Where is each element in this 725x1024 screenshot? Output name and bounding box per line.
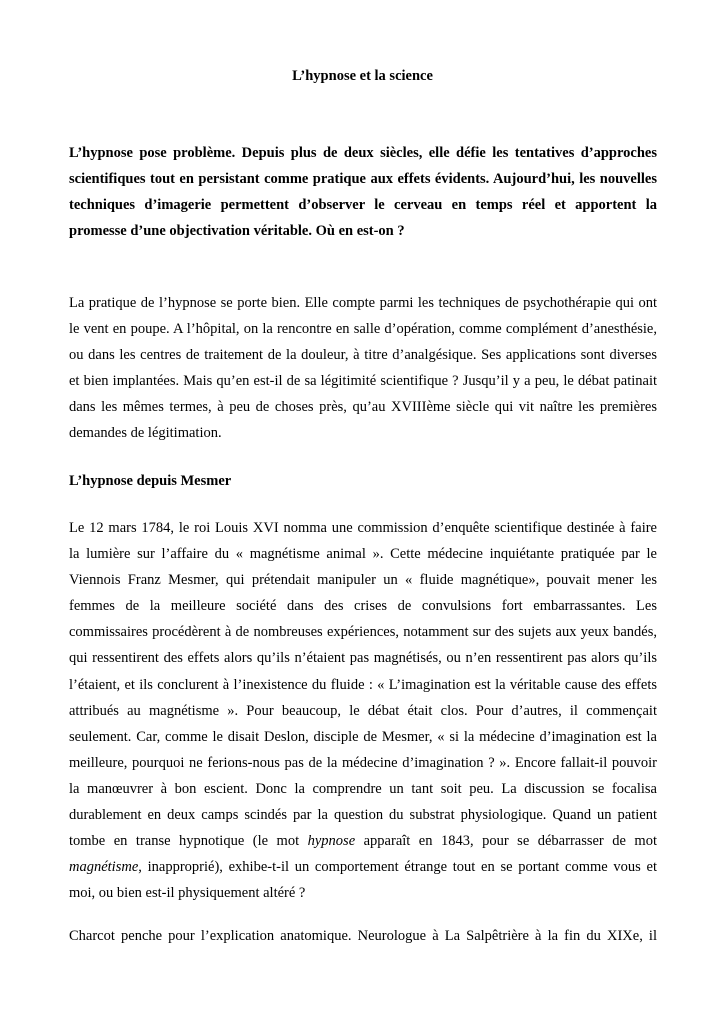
line-text: tombe en transe hypnotique (le mot xyxy=(69,833,308,850)
paragraph-line: Le 12 mars 1784, le roi Louis XVI nomma une commission d’enquête scientifique destinée à faire xyxy=(69,520,657,536)
italic-term: magnétisme xyxy=(69,859,139,876)
body-paragraph-2 xyxy=(69,515,657,906)
paragraph-line: dans les mêmes termes, à peu de choses près, qu’au XVIIIème siècle qui vit naître les premières xyxy=(69,399,657,416)
paragraph-line xyxy=(69,828,657,854)
lead-line: scientifiques tout en persistant comme pratique aux effets évidents. Aujourd’hui, les nouvelles xyxy=(69,171,657,188)
paragraph-line: moi, ou bien est-il physiquement altéré ? xyxy=(69,885,306,902)
italic-term: hypnose xyxy=(307,833,356,850)
document-title: L’hypnose et la science xyxy=(292,68,433,84)
line-text: , inapproprié), exhibe-t-il un comportement étrange tout en se portant comme vous et xyxy=(138,859,657,876)
lead-paragraph xyxy=(69,140,657,244)
lead-line: promesse d’une objectivation véritable. Où en est-on ? xyxy=(69,223,405,240)
paragraph-line: qui ressentirent des effets alors qu’ils n’étaient pas magnétisés, ou n’en ressentirent pas alors qu’ils xyxy=(69,650,657,667)
paragraph-line: la manœuvrer à bon escient. Donc la comprendre un tant soit peu. La discussion se focalisa xyxy=(69,780,657,797)
paragraph-line: commissaires procédèrent à de nombreuses expériences, notamment sur des sujets aux yeux bandés, xyxy=(69,624,657,641)
paragraph-line xyxy=(69,854,657,880)
paragraph-line: meilleure, pourquoi ne ferions-nous pas de la médecine d’imagination ? ». Encore fallait-il pouvoir xyxy=(69,754,657,771)
paragraph-line: La pratique de l’hypnose se porte bien. Elle compte parmi les techniques de psychothérapie qui ont xyxy=(69,295,657,311)
paragraph-line: Viennois Franz Mesmer, qui prétendait manipuler un « fluide magnétique», pouvait mener les xyxy=(69,572,657,589)
paragraph-line: le vent en poupe. A l’hôpital, on la rencontre en salle d’opération, comme complément d’anesthésie, xyxy=(69,321,657,338)
section-heading: L’hypnose depuis Mesmer xyxy=(69,473,232,489)
paragraph-line: et bien implantées. Mais qu’en est-il de sa légitimité scientifique ? Jusqu’il y a peu, le débat patinait xyxy=(69,373,657,390)
paragraph-line: l’étaient, et ils conclurent à l’inexistence du fluide : « L’imagination est la véritable cause des effets xyxy=(69,676,657,693)
line-text: apparaît en 1843, pour se débarrasser de mot xyxy=(355,833,657,850)
paragraph-line: la lumière sur l’affaire du « magnétisme animal ». Cette médecine inquiétante pratiquée par le xyxy=(69,546,657,563)
lead-line: techniques d’imagerie permettent d’observer le cerveau en temps réel et apportent la xyxy=(69,197,657,214)
paragraph-line: seulement. Car, comme le disait Deslon, disciple de Mesmer, « si la médecine d’imagination est la xyxy=(69,728,657,745)
body-paragraph-1 xyxy=(69,290,657,447)
paragraph-line: attribués au magnétisme ». Pour beaucoup, le débat était clos. Pour d’autres, il commençait xyxy=(69,702,657,719)
body-paragraph-3 xyxy=(69,923,657,949)
paragraph-line: demandes de légitimation. xyxy=(69,425,222,442)
paragraph-line: Charcot penche pour l’explication anatomique. Neurologue à La Salpêtrière à la fin du XIXe, il xyxy=(69,928,657,944)
lead-line: L’hypnose pose problème. Depuis plus de deux siècles, elle défie les tentatives d’approches xyxy=(69,145,657,161)
paragraph-line: ou dans les centres de traitement de la douleur, à titre d’analgésique. Ses applications sont diverses xyxy=(69,347,657,364)
paragraph-line: femmes de la meilleure société dans des crises de convulsions fort embarrassantes. Les xyxy=(69,598,657,615)
paragraph-line: durablement en deux camps scindés par la question du substrat physiologique. Quand un patient xyxy=(69,807,657,824)
